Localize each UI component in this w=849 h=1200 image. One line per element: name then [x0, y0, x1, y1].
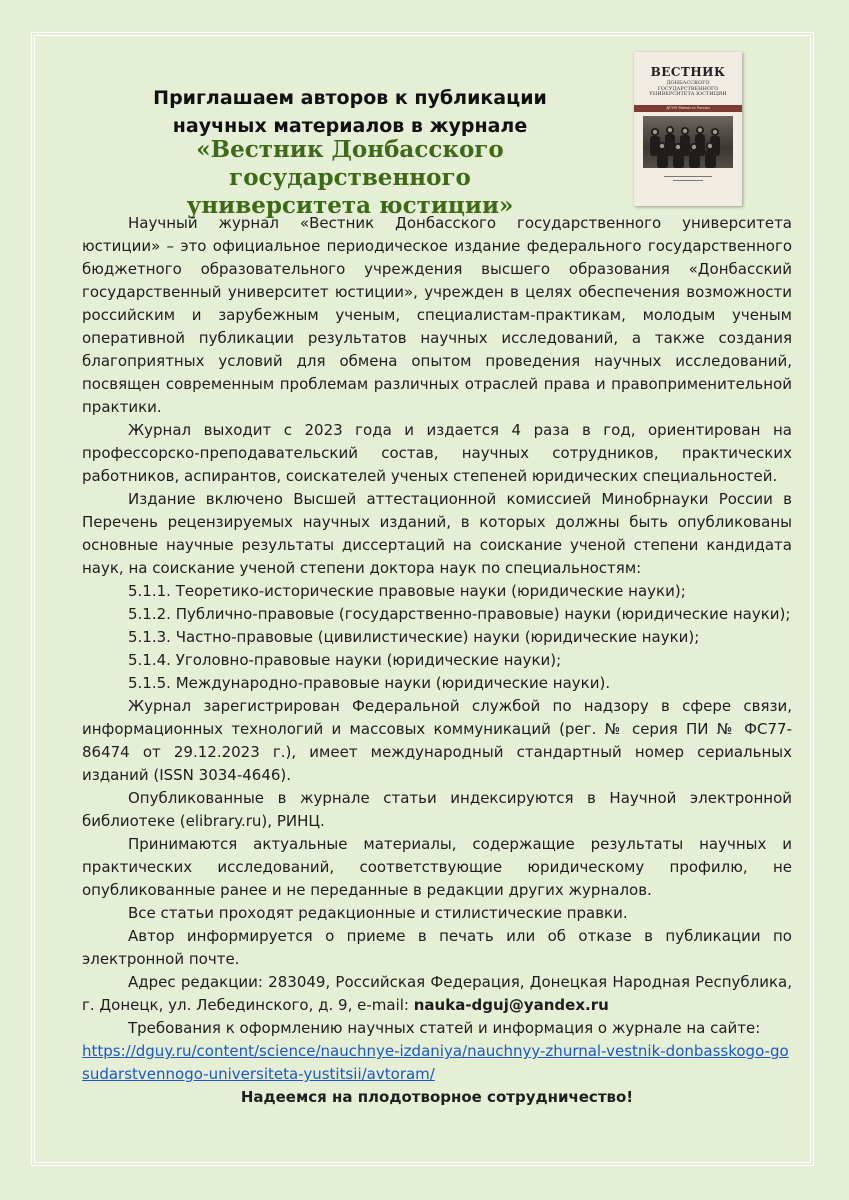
editing-paragraph: Все статьи проходят редакционные и стилистические правки.: [128, 904, 628, 922]
author-guidelines-link[interactable]: https://dguy.ru/content/science/nauchnye-izdaniya/nauchnyy-zhurnal-vestnik-donbasskogo-gosudarstvennogo-universiteta-yustitsii/avtoram/: [82, 1042, 789, 1083]
cover-band: ДГУЮ Минюста России: [634, 105, 742, 112]
specialty-item: 5.1.2. Публично-правовые (государственно-правовые) науки (юридические науки);: [128, 605, 791, 623]
vak-paragraph: Издание включено Высшей аттестационной комиссией Минобрнауки России в Перечень рецензируемых научных изданий, в которых должны быть опубликованы основные научные результаты диссертаций на соискание ученой степени кандидата наук, на соискание ученой степени доктора наук по специальностям:: [82, 490, 792, 577]
accepted-materials-paragraph: Принимаются актуальные материалы, содержащие результаты научных и практических исследований, соответствующие юридическому профилю, не опубликованные ранее и не переданные в редакции других журналов.: [82, 835, 792, 899]
cover-subtitle: ДОНБАССКОГО ГОСУДАРСТВЕННОГО УНИВЕРСИТЕТА ЮСТИЦИИ: [649, 80, 727, 98]
specialty-item: 5.1.4. Уголовно-правовые науки (юридические науки);: [128, 651, 562, 669]
intro-paragraph: Научный журнал «Вестник Донбасского государственного университета юстиции» – это официальное периодическое издание федерального государственного бюджетного образовательного учреждения высшего образования «Донбасский государственный университет юстиции», учрежден в целях обеспечения возможности российским и зарубежным ученым, специалистам-практикам, молодым ученым оперативной публикации результатов научных исследований, а также создания благоприятных условий для обмена опытом проведения научных исследований, посвящен современным проблемам различных отраслей права и правоприменительной практики.: [82, 214, 792, 416]
journal-title-line-1: «Вестник Донбасского государственного: [196, 136, 504, 191]
cover-group-photo: [643, 116, 733, 168]
email-address[interactable]: nauka-dguj@yandex.ru: [413, 996, 609, 1014]
indexing-paragraph: Опубликованные в журнале статьи индексируются в Научной электронной библиотеке (elibrary.ru), РИНЦ.: [82, 789, 792, 830]
journal-title: [80, 136, 620, 220]
address-text: Адрес редакции: 283049, Российская Федерация, Донецкая Народная Республика, г. Донецк, ул. Лебединского, д. 9, e-mail:: [82, 973, 792, 1014]
specialties-list: [82, 580, 792, 695]
registration-paragraph: Журнал зарегистрирован Федеральной службой по надзору в сфере связи, информационных технологий и массовых коммуникаций (рег. № серия ПИ № ФС77-86474 от 29.12.2023 г.), имеет международный стандартный номер сериальных изданий (ISSN 3034-4646).: [82, 697, 792, 784]
cover-footer-lines: [634, 172, 742, 181]
specialty-item: 5.1.5. Международно-правовые науки (юридические науки).: [128, 674, 611, 692]
journal-cover-image: [634, 52, 742, 206]
journal-title-line-2: университета юстиции»: [186, 192, 514, 219]
notification-paragraph: Автор информируется о приеме в печать или об отказе в публикации по электронной почте.: [82, 927, 792, 968]
heading-line-2: научных материалов в журнале: [172, 115, 528, 137]
heading-line-1: Приглашаем авторов к публикации: [153, 87, 547, 109]
closing-line: Надеемся на плодотворное сотрудничество!: [240, 1088, 634, 1106]
article-body: [82, 212, 792, 1109]
invitation-heading: [80, 84, 620, 140]
requirements-paragraph: Требования к оформлению научных статей и информация о журнале на сайте:: [128, 1019, 761, 1037]
specialty-item: 5.1.3. Частно-правовые (цивилистические) науки (юридические науки);: [128, 628, 700, 646]
url-paragraph: [82, 1040, 792, 1086]
address-paragraph: [82, 971, 792, 1017]
frequency-paragraph: Журнал выходит с 2023 года и издается 4 раза в год, ориентирован на профессорско-преподавательский состав, научных сотрудников, практических работников, аспирантов, соискателей ученых степеней юридических специальностей.: [82, 421, 792, 485]
cover-journal-name: ВЕСТНИК: [650, 65, 726, 79]
specialty-item: 5.1.1. Теоретико-исторические правовые науки (юридические науки);: [128, 582, 686, 600]
